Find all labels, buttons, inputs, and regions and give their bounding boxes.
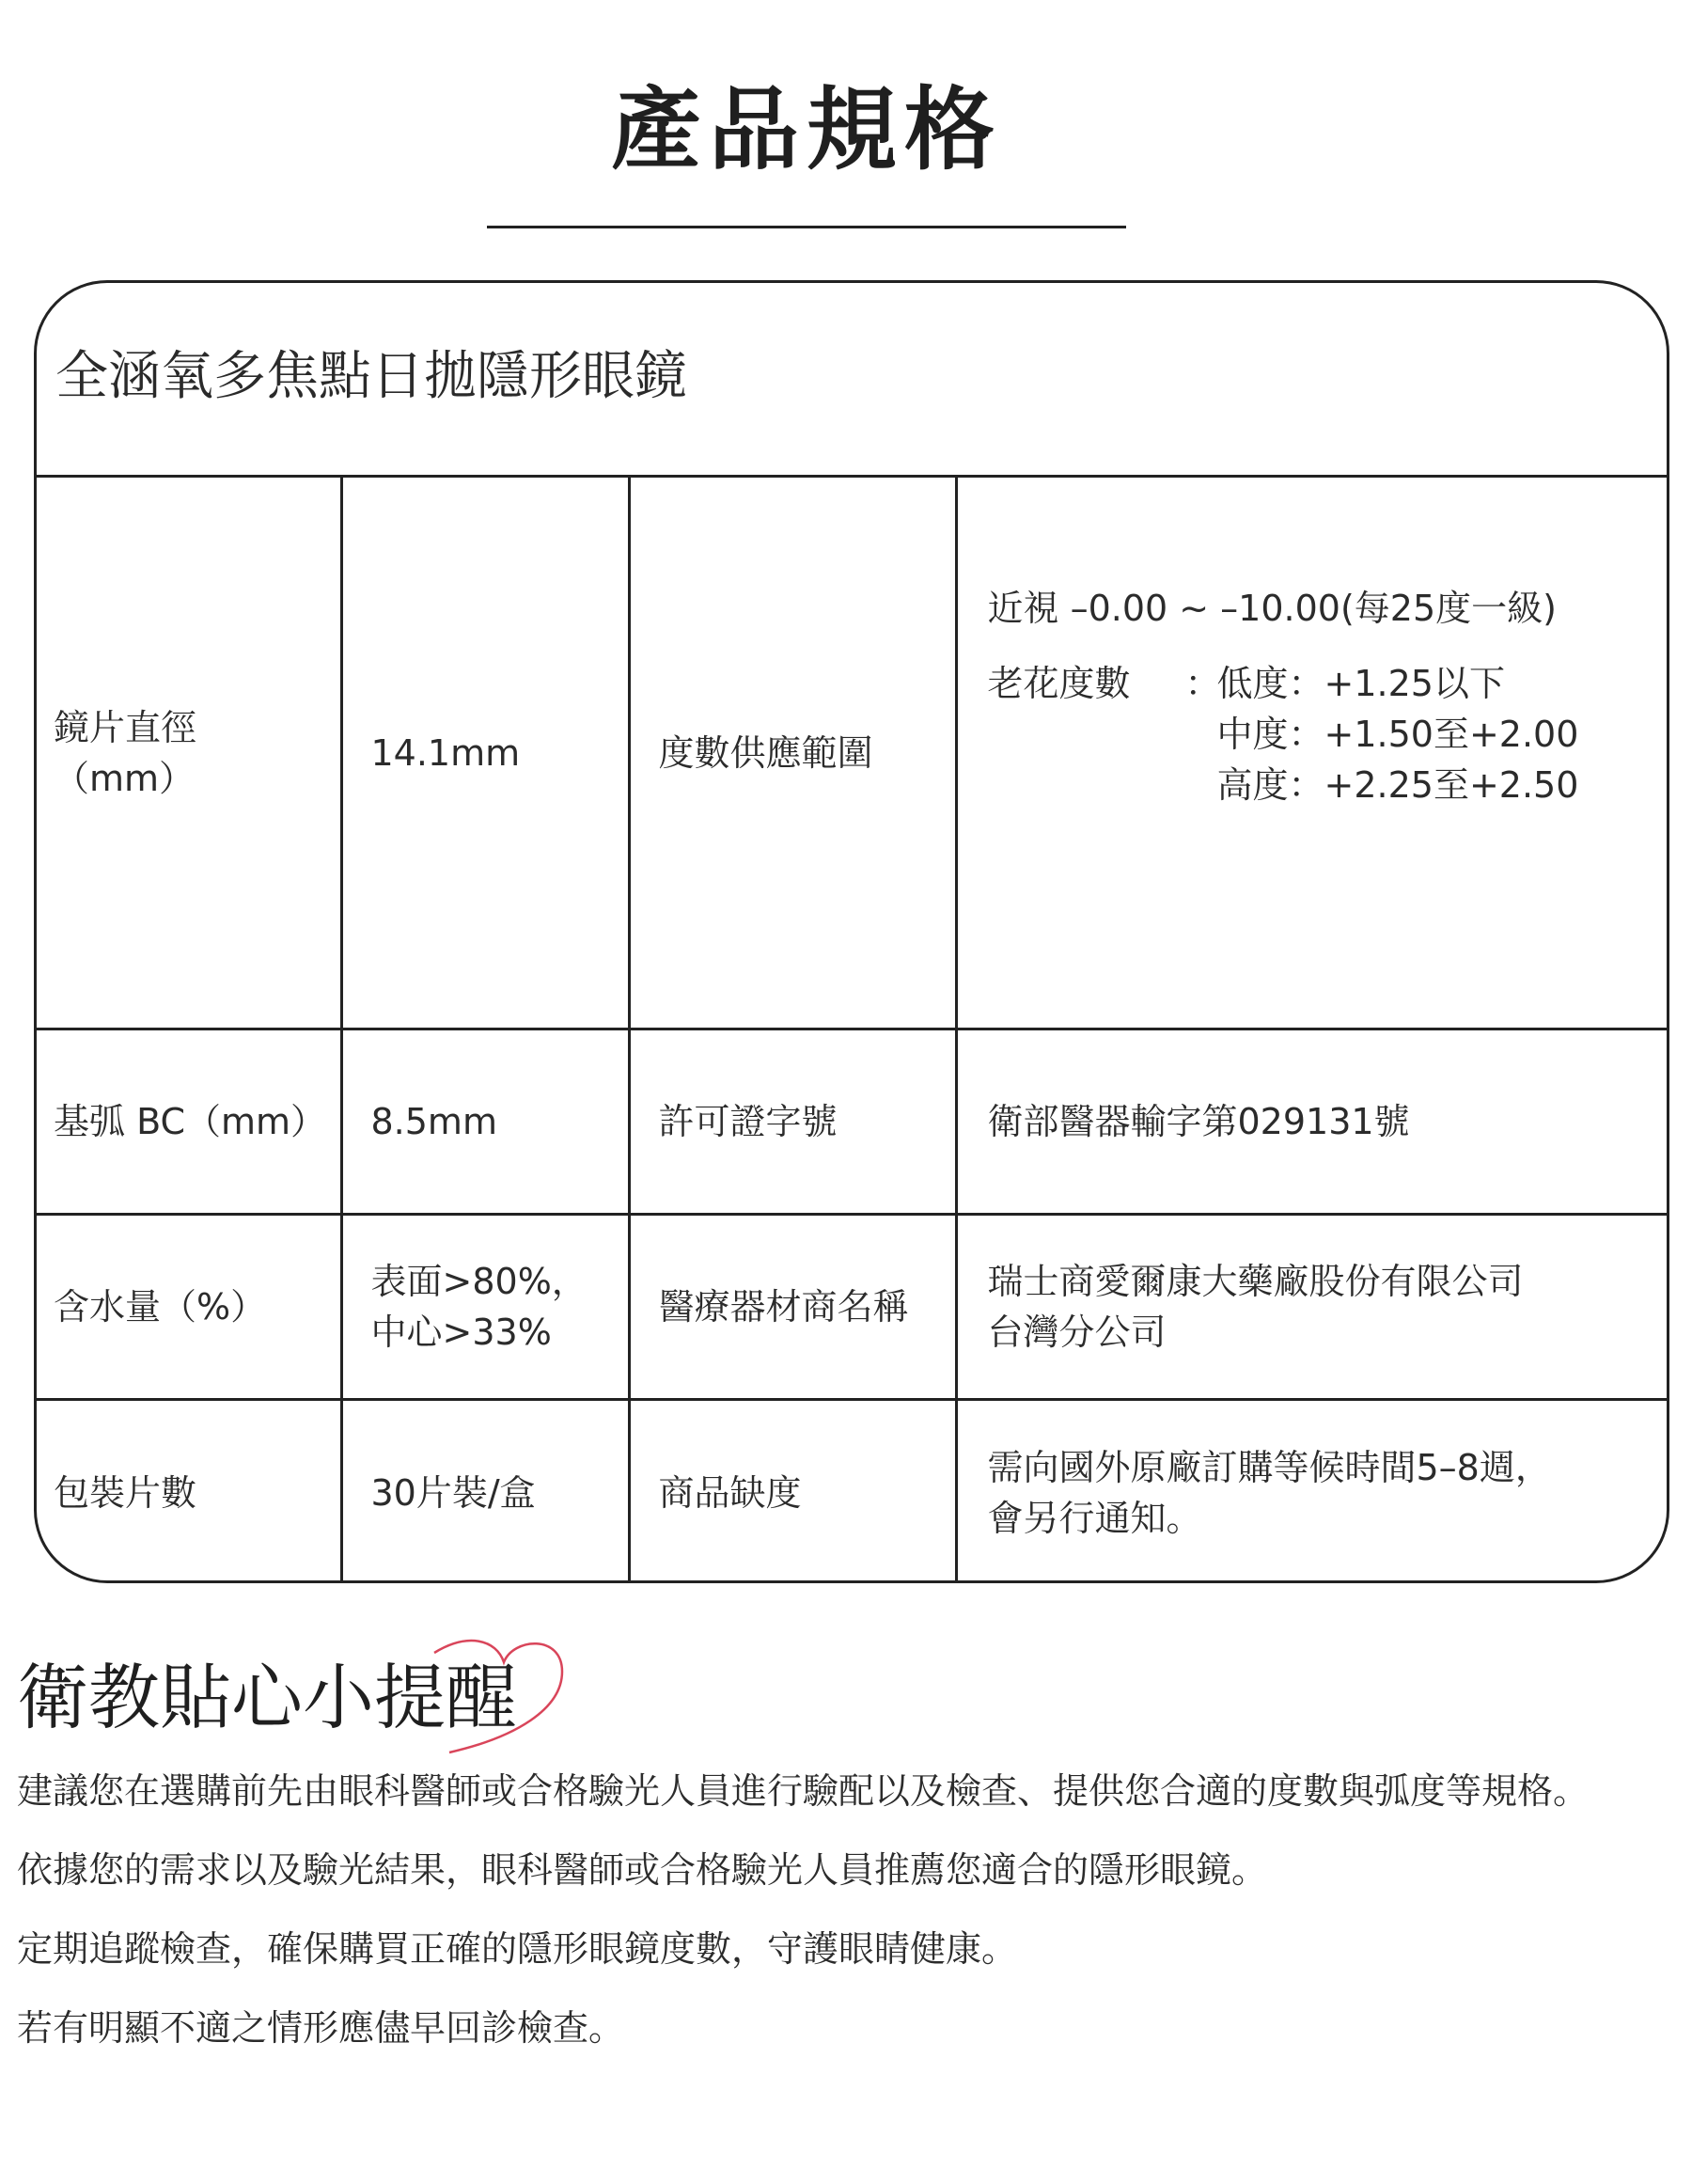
presbyopia-label: 老花度數 [987,662,1131,704]
spec-table [37,475,1669,1583]
product-name: 全涵氧多焦點日拋隱形眼鏡 [55,346,687,407]
diameter-value: 14.1mm [341,477,629,1029]
maker-label: 醫療器材商名稱 [629,1215,956,1400]
package-label: 包裝片數 [37,1400,341,1584]
presbyopia-low: 低度：+1.25以下 [1216,662,1505,704]
package-value: 30片裝/盒 [341,1400,629,1584]
spec-card [34,280,1669,1583]
myopia-range: 近視 –0.00 ~ –10.00(每25度一級) [987,587,1557,629]
tip-item: 依據您的需求以及驗光結果，眼科醫師或合格驗光人員推薦您適合的隱形眼鏡。 [17,1849,1268,1891]
tip-item: 定期追蹤檢查，確保購買正確的隱形眼鏡度數，守護眼睛健康。 [17,1928,1018,1970]
water-value [341,1215,629,1400]
presbyopia-colon: ： [1184,662,1221,704]
license-value: 衛部醫器輸字第029131號 [956,1029,1669,1215]
heart-outline-icon [431,1634,572,1756]
table-row [37,1029,1669,1215]
page-title: 產品規格 [611,77,1002,182]
bc-label: 基弧 BC（mm） [37,1029,341,1215]
water-center: 中心>33% [370,1312,552,1353]
stock-note-line-2: 會另行通知。 [987,1497,1202,1539]
power-range-label: 度數供應範圍 [629,477,956,1029]
presbyopia-high: 高度：+2.25至+2.50 [1216,763,1579,806]
table-row [37,477,1669,1029]
maker-value [956,1215,1669,1400]
title-underline [487,226,1126,228]
presbyopia-range [988,658,1645,810]
tip-item: 建議您在選購前先由眼科醫師或合格驗光人員進行驗配以及檢查、提供您合適的度數與弧度等規格。 [17,1770,1590,1812]
tip-item: 若有明顯不適之情形應儘早回診檢查。 [17,2007,625,2049]
maker-line-2: 台灣分公司 [987,1312,1167,1353]
maker-line-1: 瑞士商愛爾康大藥廠股份有限公司 [987,1261,1524,1302]
bc-value: 8.5mm [341,1029,629,1215]
stock-note [956,1400,1669,1584]
presbyopia-mid: 中度：+1.50至+2.00 [1216,713,1579,755]
power-range-value [956,477,1669,1029]
tips-title: 衛教貼心小提醒 [17,1656,517,1739]
water-label: 含水量（%） [37,1215,341,1400]
license-label: 許可證字號 [629,1029,956,1215]
stock-status: 商品缺度 [629,1400,956,1584]
table-row [37,1215,1669,1400]
table-row [37,1400,1669,1584]
water-surface: 表面>80%， [370,1261,588,1302]
stock-note-line-1: 需向國外原廠訂購等候時間5–8週， [987,1446,1551,1488]
diameter-label: 鏡片直徑（mm） [37,477,341,1029]
